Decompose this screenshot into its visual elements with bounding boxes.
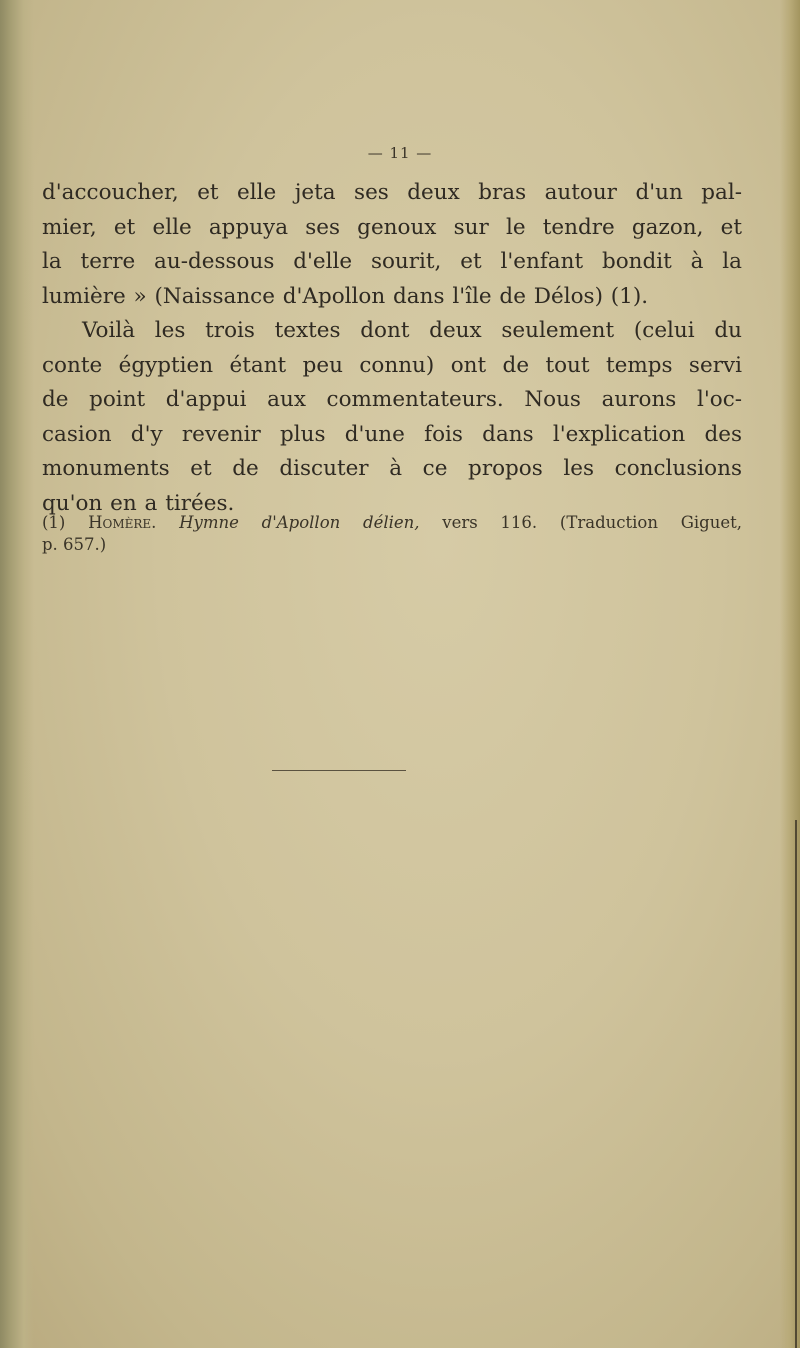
body-line: de point d'appui aux commentateurs. Nous aurons l'oc- — [42, 387, 742, 412]
page-right-edge — [780, 0, 800, 1348]
footnote-marker: (1) — [42, 513, 66, 532]
page-binding-shadow — [0, 0, 34, 1348]
footnote-title: Hymne d'Apollon délien, — [179, 513, 420, 532]
body-line: conte égyptien étant peu connu) ont de tout temps servi — [42, 352, 742, 378]
footnote-line: p. 657.) — [42, 535, 107, 554]
body-line: qu'on en a tirées. — [42, 490, 235, 516]
footnote-citation: vers 116. (Traduction Giguet, — [442, 513, 742, 532]
body-line: monuments et de discuter à ce propos les conclusions — [42, 456, 742, 481]
page-number: — 11 — — [367, 144, 433, 162]
horizontal-rule — [272, 770, 406, 771]
body-line: la terre au-dessous d'elle sourit, et l'enfant bondit à la — [42, 249, 742, 274]
body-line: d'accoucher, et elle jeta ses deux bras autour d'un pal- — [42, 180, 742, 205]
body-line: Voilà les trois textes dont deux seulement (celui du — [82, 318, 742, 343]
body-text — [42, 176, 742, 521]
page-edge-mark — [795, 820, 797, 1348]
footnote-author: Homère. — [88, 513, 157, 532]
body-line: casion d'y revenir plus d'une fois dans l'explication des — [42, 421, 742, 447]
footnote — [42, 512, 742, 556]
body-line: mier, et elle appuya ses genoux sur le tendre gazon, et — [42, 214, 742, 240]
body-line: lumière » (Naissance d'Apollon dans l'île de Délos) (1). — [42, 283, 649, 309]
footnote-line — [42, 512, 742, 534]
